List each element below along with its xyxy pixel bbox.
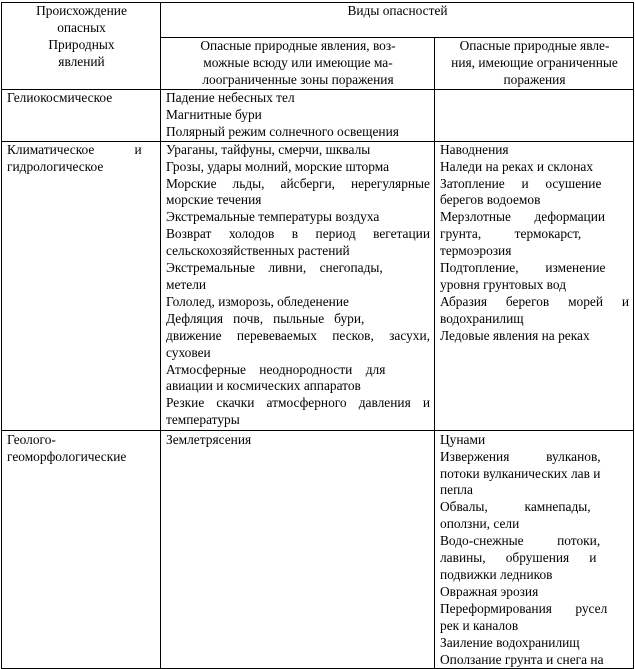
header-row-1 xyxy=(2,3,634,38)
table-row xyxy=(2,141,634,430)
hazard-item: Падение небесных тел xyxy=(166,90,295,105)
hazard-item: Ледовые явления на реках xyxy=(440,327,590,343)
hazard-item: потоки вулканических лав и xyxy=(440,465,601,481)
hazard-item: Переформирования русел xyxy=(440,600,608,616)
hazard-item: Резкие скачки атмосферного давления и xyxy=(166,395,430,411)
header-col-everywhere-line: лоограниченные зоны поражения xyxy=(202,71,394,87)
origin-cell xyxy=(2,141,161,430)
hazard-item: Землетрясения xyxy=(166,431,252,447)
header-col-everywhere-line: можные всюду или имеющие ма- xyxy=(203,54,393,70)
hazard-item: Морские льды, айсберги, нерегулярные xyxy=(166,175,430,191)
hazard-item: Оползание грунта и снега на xyxy=(440,651,604,667)
header-origin-line: опасных xyxy=(57,19,106,35)
hazard-item: лавины, обрушения и xyxy=(440,550,597,566)
hazard-item: движение перевеваемых песков, засухи, xyxy=(166,327,430,343)
hazard-item: Экстремальные температуры воздуха xyxy=(166,209,380,225)
hazards-table xyxy=(1,2,634,669)
limited-cell xyxy=(435,90,634,142)
limited-cell xyxy=(435,430,634,669)
hazard-item: Цунами xyxy=(440,431,486,447)
header-col-everywhere-line: Опасные природные явления, воз- xyxy=(200,38,396,53)
hazard-item: Извержения вулканов, xyxy=(440,448,601,464)
hazard-item: Дефляция почв, пыльные бури, xyxy=(166,310,365,326)
limited-cell xyxy=(435,141,634,430)
header-col-limited xyxy=(435,38,634,90)
hazard-item: грунта, термокарст, xyxy=(440,226,582,242)
everywhere-cell xyxy=(161,430,435,669)
header-hazard-types-label: Виды опасностей xyxy=(347,3,448,18)
hazard-item: Наводнения xyxy=(440,141,509,157)
hazard-item: Подтопление, изменение xyxy=(440,260,606,276)
hazard-item: Магнитные бури xyxy=(166,106,262,122)
hazard-item: Полярный режим солнечного освещения xyxy=(166,123,399,139)
origin-line: геоморфологические xyxy=(7,448,127,464)
hazard-item: Обвалы, камнепады, xyxy=(440,499,591,515)
hazard-item: температуры xyxy=(166,412,240,428)
hazard-item: метели xyxy=(166,276,207,292)
hazard-item: Водо-снежные потоки, xyxy=(440,533,601,549)
hazard-item: водохранилищ xyxy=(440,310,524,326)
origin-line: Климатическое и xyxy=(7,141,142,157)
hazard-item: Затопление и осушение xyxy=(440,175,602,191)
table-row xyxy=(2,430,634,669)
hazard-item: Экстремальные ливни, снегопады, xyxy=(166,260,383,276)
hazard-item: уровня грунтовых вод xyxy=(440,276,567,292)
hazard-item: оползни, сели xyxy=(440,516,520,532)
header-origin-line: Природных xyxy=(48,36,115,52)
header-col-everywhere xyxy=(161,38,435,90)
hazard-item: Наледи на реках и склонах xyxy=(440,158,594,174)
hazard-item: Заиление водохранилищ xyxy=(440,634,580,650)
hazard-item: суховеи xyxy=(166,344,211,360)
header-col-limited-line: поражения xyxy=(503,71,566,87)
hazard-item: пепла xyxy=(440,482,473,498)
origin-cell xyxy=(2,90,161,142)
hazard-item: Атмосферные неоднородности для xyxy=(166,361,386,377)
header-col-limited-line: Опасные природные явле- xyxy=(459,38,610,53)
origin-line: гидрологическое xyxy=(7,158,104,174)
hazard-item: Мерзлотные деформации xyxy=(440,209,606,225)
origin-line: Геолого- xyxy=(7,431,56,447)
hazard-item: Гололед, изморозь, обледенение xyxy=(166,293,349,309)
hazard-item: Ураганы, тайфуны, смерчи, шквалы xyxy=(166,141,371,157)
table-row xyxy=(2,90,634,142)
hazard-item: рек и каналов xyxy=(440,617,519,633)
hazard-item: авиации и космических аппаратов xyxy=(166,378,361,394)
origin-line: Гелиокосмическое xyxy=(7,90,113,105)
header-col-limited-line: ния, имеющие ограниченные xyxy=(451,54,618,70)
hazard-item: сельскохозяйственных растений xyxy=(166,243,350,259)
header-origin-line: явлений xyxy=(58,53,105,69)
header-origin xyxy=(2,3,161,90)
hazard-item: Абразия берегов морей и xyxy=(440,293,630,309)
hazard-item: морские течения xyxy=(166,192,262,208)
everywhere-cell xyxy=(161,141,435,430)
hazard-item: термоэрозия xyxy=(440,243,512,259)
hazard-item: Грозы, удары молний, морские шторма xyxy=(166,158,390,174)
hazard-item: Овражная эрозия xyxy=(440,583,539,599)
everywhere-cell xyxy=(161,90,435,142)
hazard-item: подвижки ледников xyxy=(440,566,553,582)
origin-cell xyxy=(2,430,161,669)
header-origin-line: Происхождение xyxy=(36,3,127,18)
header-hazard-types xyxy=(161,3,634,38)
hazard-item: Возврат холодов в период вегетации xyxy=(166,226,430,242)
hazard-item: берегов водоемов xyxy=(440,192,541,208)
